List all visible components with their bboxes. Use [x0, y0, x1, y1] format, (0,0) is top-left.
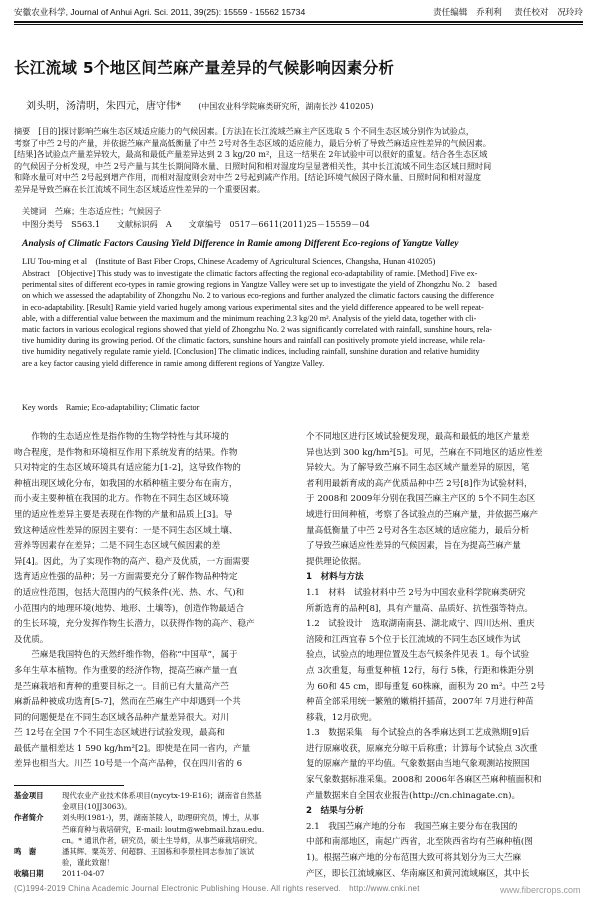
body-line: 1.2 试验设计 选取湖南南县、湖北咸宁、四川达州、重庆	[306, 619, 535, 630]
body-line: 营养等因素存在差异；二是不同生态区域气候因素的差	[14, 541, 221, 552]
editor-info	[423, 6, 583, 20]
keywords-english: Key words Ramie; Eco-adaptability; Climatic factor	[22, 403, 200, 412]
running-head	[14, 6, 583, 20]
author-names: 刘头明，汤清明，朱四元，唐守伟*	[26, 101, 181, 112]
body-line: 最低产量相差达 1 590 kg/hm²[2]。即使是在同一省内，产量	[14, 743, 251, 754]
body-line: 里的适应性差异主要是表现在作物的产量和品质上[3]。导	[14, 509, 233, 520]
abstract-en-line: on which we assessed the adaptability of Zhongzhu No. 2 to various eco-regions and further analyzed the climatic factors causing the difference	[22, 291, 494, 301]
journal-citation: 安徽农业科学, Journal of Anhui Agri. Sci. 2011, 39(25): 15559 - 15562 15734	[14, 7, 306, 17]
footnote-label: 基金项目	[14, 791, 44, 800]
abstract-en-line: in eco-adaptability. [Result] Ramie yield varied hugely among various experimental sites and the yield difference appeared to be well repeat-	[22, 302, 484, 312]
footnote-row	[14, 846, 294, 857]
body-line: 种苗全部采用统一繁殖的嫩梢扦插苗，2007年 7月进行种苗	[306, 697, 534, 708]
body-line: 1.1 材料 试验材料中苎 2号为中国农业科学院麻类研究	[306, 587, 526, 598]
body-line: 者利用最新育成的高产优质品种中苎 2号[8]作为试验材料，	[306, 478, 533, 489]
abstract-cn-line: 和降水量可对中苎 2号起到增产作用，而相对湿度则会对中苎 2号起到减产作用。[结论]环境气候因子降水量、日照时间和相对湿度	[14, 172, 481, 182]
body-line: 多年生草本植物。作为重要的经济作物，提高苎麻产量一直	[14, 665, 238, 676]
footnote-row	[14, 812, 294, 823]
document-code: 文献标识码 A	[116, 219, 172, 229]
body-line: 苎麻是我国特色的天然纤维作物，俗称“中国草”，属于	[14, 650, 238, 661]
footnote-label	[14, 801, 62, 812]
body-line: 异较大。为了解导致苎麻不同生态区域产量差异的原因，笔	[306, 463, 530, 474]
body-line: 的适应性范围，包括大范围内的气候条件(光、热、水、气)和	[14, 587, 245, 598]
body-line: 于 2008和 2009年分别在我国苎麻主产区的 5个不同生态区	[306, 494, 536, 505]
body-line: 量高低衡量了中苎 2号对各生态区域的适应能力，最后分析	[306, 525, 530, 536]
footnote-row	[14, 868, 294, 879]
body-line: 进行原麻收获，原麻充分晾干后称重；计算每个试验点 3次重	[306, 743, 538, 754]
site-watermark: www.fibercrops.com	[500, 885, 581, 895]
body-right-column	[306, 430, 581, 882]
abstract-cn-line: 摘要 [目的]探讨影响苎麻生态区域适应能力的气候因素。[方法]在长江流域苎麻主产区选取 5 个不同生态区域分别作为试验点，	[14, 126, 474, 136]
author-affiliation: (中国农业科学院麻类研究所，湖南长沙 410205)	[198, 102, 374, 111]
header-rule-thin	[14, 24, 583, 25]
footnote-label	[14, 824, 62, 835]
responsible-editor: 责任编辑 乔利利	[433, 7, 502, 17]
abstract-en-line: matic factors in various ecological regions showed that yield of Zhongzhu No. 2 was significantly correlated with rainfall, sunshine hours, rela-	[22, 325, 492, 335]
footnote-label: 作者简介	[14, 813, 44, 823]
clc-number: 中图分类号 S563.1	[22, 219, 101, 229]
footnote-label	[14, 835, 62, 846]
body-line: 1.3 数据采集 每个试验点的各季麻达到工艺成熟期[9]后	[306, 728, 530, 739]
abstract-en-line: able, with a differential value between the maximum and the minimum reaching 2.3 kg/20 m². Analysis of the yield data, together with cli-	[22, 313, 477, 323]
footnote-text: 2011-04-07	[62, 869, 105, 879]
abstract-cn-line: 差异是导致苎麻在长江流域不同生态区域适应性差异的一个重要因素。	[14, 183, 265, 194]
responsible-proofreader: 责任校对 况玲玲	[514, 7, 583, 17]
body-line: 点 3次重复，每重复种植 12行，每行 5株，行距和株距分别	[306, 665, 534, 676]
section-heading: 1 材料与方法	[306, 572, 364, 583]
body-line: 验点，试验点的地理位置及生态气候条件见表 1。每个试验	[306, 650, 530, 661]
body-line: 1)。根据苎麻产地的分布范围大致可将其划分为三大苎麻	[306, 853, 522, 864]
body-line: 移栽，12月砍兜。	[306, 712, 378, 723]
body-line: 为 60和 45 cm，即每重复 60株麻，面积为 20 m²。中苎 2号	[306, 681, 545, 692]
abstract-en-line: are a key factor causing yield difference in ramie among different regions of Yangtze Valley.	[22, 358, 325, 368]
body-line: 选育适应性强的品种；另一方面需要充分了解作物品种特定	[14, 572, 238, 583]
footnote-label	[14, 857, 62, 868]
body-line: 麻新品种被成功选育[5-7]，然而在苎麻生产中却遇到一个共	[14, 697, 241, 708]
body-line: 提供理论依据。	[306, 556, 367, 567]
authors-english: LIU Tou-ming et al (Institute of Bast Fiber Crops, Chinese Academy of Agricultural Sciences, Changsha, Hunan 410205)	[22, 257, 436, 266]
abstract-en-line: perimental sites of different eco-types in ramie growing regions in Yangtze Valley were set up to investigate the yield of Zhongzhu No. 2 based	[22, 280, 497, 290]
body-line: 中部和南部地区，南起广西省，北至陕西省均有苎麻种植(图	[306, 837, 533, 848]
footnote-row	[14, 824, 294, 835]
abstract-en-line: tive humidity negatively regulate ramie yield. [Conclusion] The climatic indices, including rainfall, sunshine duration and relative humidity	[22, 347, 480, 357]
body-line: 所新选育的品种[8]，具有产量高、品质好、抗性强等特点。	[306, 603, 534, 614]
body-line: 产区，即长江流域麻区、华南麻区和黄河流域麻区，其中长	[306, 868, 530, 879]
author-line	[26, 97, 374, 112]
footnote-text: 金项目(10JJ3063)。	[62, 802, 132, 812]
footnote-rule	[14, 785, 124, 786]
body-line: 异[4]。因此，为了实现作物的高产、稳产及优质，一方面需要	[14, 556, 250, 567]
footnotes	[14, 790, 294, 880]
footnote-text: 现代农业产业技术体系项目(nycytx-19-E16)；湖南省自然基	[62, 791, 262, 800]
footnote-text: 苎麻育种与栽培研究，E-mail: loutm@webmail.hzau.edu.	[62, 824, 265, 834]
body-left-column	[14, 430, 289, 773]
body-line: 的生长环境，充分发挥作物生长潜力，以获得作物的高产、稳产	[14, 619, 255, 630]
body-line: 及优质。	[14, 634, 49, 645]
body-line: 域进行田间种植，考察了各试验点的苎麻产量，并依据苎麻产	[306, 509, 539, 520]
body-line: 种植出现区域化分布，如我国的水稻种植主要分布在南方，	[14, 478, 238, 489]
body-line: 了导致苎麻适应性差异的气候因素，旨在为提高苎麻产量	[306, 541, 521, 552]
abstract-cn-line: 的气候因子分析发现，中苎 2号产量与其生长期间降水量、日照时间和相对湿度均呈显著相关性，其中长江流域不同生态区域日照时间	[14, 160, 492, 171]
footnote-label: 收稿日期	[14, 869, 44, 879]
paper-title: 长江流域 5个地区间苎麻产量差异的气候影响因素分析	[14, 59, 395, 77]
footnote-text: cn。* 通讯作者，研究员，硕士生导师，从事苎麻栽培研究。	[62, 835, 262, 845]
body-line: 作物的生态适应性是指作物的生物学特性与其环境的	[14, 432, 229, 442]
footnote-text: 潘其辉、粟英芳、何超群、王国栋和李景柱同志参加了该试	[62, 847, 255, 857]
body-line: 2.1 我国苎麻产地的分布 我国苎麻主要分布在我国的	[306, 821, 518, 832]
body-line: 只对特定的生态区域环境具有适应能力[1-2]，这导致作物的	[14, 463, 241, 474]
body-line: 个不同地区进行区域试验便发现，最高和最低的地区产量差	[306, 432, 530, 442]
body-line: 而小麦主要种植在我国的北方。作物在不同生态区域环境	[14, 494, 229, 505]
body-line: 致这种适应性差异的原因主要有：一是不同生态区域土壤、	[14, 525, 238, 536]
body-line: 是苎麻栽培和育种的重要目标之一。目前已有大量高产苎	[14, 681, 229, 692]
abstract-chinese	[14, 126, 583, 195]
abstract-cn-line: [结果]各试验点产量差异较大，最高和最低产量差异达到 2 3 kg/20 m²，且这一结果在 2年试验中可以很好的重复。结合各生态区域	[14, 149, 488, 159]
body-line: 苎 12号在全国 7个不同生态区域进行试验发现，最高和	[14, 728, 225, 739]
body-line: 同的问题便是在不同生态区域各品种产量差异很大。对川	[14, 712, 229, 723]
abstract-cn-line: 考察了中苎 2号的产量，并依据苎麻产量高低衡量了中苎 2号对各生态区域的适应能力，最后分析了导致苎麻适应性差异的气候因素。	[14, 137, 491, 148]
footnote-row	[14, 790, 294, 801]
section-heading: 2 结果与分析	[306, 806, 364, 817]
body-line: 家气象数据标准采集。2008和 2006年各麻区苎麻种植面积和	[306, 775, 542, 786]
body-line: 异也达到 300 kg/hm²[5]。可见，苎麻在不同地区的适应性差	[306, 447, 543, 458]
body-line: 小范围内的地理环境(地势、地形、土壤等)，创造作物最适合	[14, 603, 245, 614]
keywords-chinese: 关键词 苎麻；生态适应性；气候因子	[22, 206, 162, 216]
footnote-row	[14, 801, 294, 812]
article-number: 文章编号 0517－6611(2011)25－15559－04	[188, 219, 370, 229]
body-line: 涪陵和江西宜春 5个位于长江流域的不同生态区域作为试	[306, 634, 521, 645]
body-line: 吻合程度，是作物和环境相互作用下系统发育的结果。作物	[14, 447, 238, 458]
body-line: 复的原麻产量的平均值。气象数据由当地气象观测站按照国	[306, 759, 530, 770]
abstract-english	[22, 268, 583, 369]
copyright-notice: (C)1994-2019 China Academic Journal Electronic Publishing House. All rights reserved. http://www.cnki.net	[14, 884, 420, 893]
abstract-en-line: tive humidity during its growing period. Of the climatic factors, sunshine hours and rainfall can positively promote yield increase, while rela-	[22, 336, 486, 346]
abstract-en-line: Abstract [Objective] This study was to investigate the climatic factors affecting the regional eco-adaptability of ramie. [Method] Five ex-	[22, 269, 478, 278]
body-line: 差异也相当大。川苎 10号是一个高产品种，仅在四川省的 6	[14, 759, 243, 770]
footnote-row	[14, 857, 294, 868]
footnote-row	[14, 835, 294, 846]
footnote-label: 鸣 谢	[14, 847, 37, 857]
footnote-text: 验，谨此致谢！	[62, 858, 114, 868]
classification-line	[22, 219, 384, 230]
header-rule-thick	[14, 21, 583, 23]
body-line: 产量数据来自全国农业报告(http://cn.chinagate.cn)。	[306, 790, 521, 801]
footnote-text: 刘头明(1981-)，男，湖南茶陵人，助理研究员，博士，从事	[62, 813, 260, 823]
paper-title-english: Analysis of Climatic Factors Causing Yield Difference in Ramie among Different Eco-regions of Yangtze Valley	[22, 239, 459, 249]
